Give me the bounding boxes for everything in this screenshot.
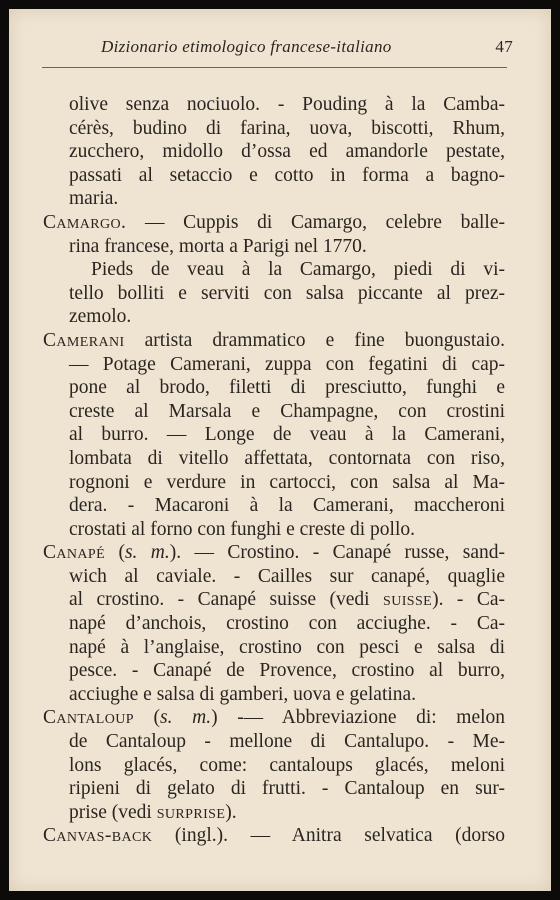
entry-camargo (43, 211, 505, 235)
book-page (9, 9, 551, 891)
headword: Cantaloup (43, 707, 134, 729)
text-line: al burro. — Longe de veau à la Camerani, (69, 424, 505, 446)
grammar-label: s. m. (124, 542, 170, 564)
paren: ) (169, 542, 177, 564)
header-rule (42, 67, 507, 68)
entry-canape (43, 541, 505, 565)
text-line: cérès, budino di farina, uova, biscotti, Rhum, (69, 117, 505, 139)
dictionary-text (43, 93, 505, 848)
text-line: wich al caviale. - Cailles sur canapé, quaglie (69, 565, 505, 587)
text-line: passati al setaccio e cotto in forma a bagno- (69, 164, 505, 186)
page-number: 47 (495, 37, 513, 56)
text-line: crostati al forno con funghi e creste di pollo. (69, 518, 416, 540)
paren: ( (153, 707, 161, 729)
text-line: lombata di vitello affettata, contornata con riso, (69, 447, 505, 469)
text-line: rina francese, morta a Parigi nel 1770. (69, 235, 367, 257)
cross-reference: suisse (383, 589, 433, 611)
running-header (101, 37, 513, 63)
text-span: ). (225, 801, 237, 823)
text-line: napé à l’anglaise, crostino con pesci e salsa di (69, 636, 505, 658)
text-line (43, 801, 505, 825)
text-line: napé d’anchois, crostino con acciughe. - Ca- (69, 613, 505, 635)
headword: Canvas-back (43, 825, 153, 847)
text-line: pone al brodo, filetti di presciutto, funghi e (69, 377, 505, 399)
text-line: olive senza nociuolo. - Pouding à la Camba- (69, 94, 505, 115)
text-span: artista drammatico e fine buongustaio. (144, 329, 506, 351)
text-line (43, 588, 505, 612)
text-line: de Cantaloup - mellone di Cantalupo. - Me- (69, 731, 505, 753)
text-span: — Cuppis di Camargo, celebre balle- (145, 211, 505, 233)
text-span: prise (vedi (69, 801, 152, 823)
cross-reference: surprise (156, 801, 226, 823)
text-line: — Potage Camerani, zuppa con fegatini di cap- (69, 353, 505, 375)
text-line: creste al Marsala e Champagne, con crostini (69, 400, 505, 422)
paren: ( (118, 542, 125, 564)
text-line: Pieds de veau à la Camargo, piedi di vi- (91, 259, 505, 281)
entry-cantaloup (43, 706, 505, 730)
text-line: dera. - Macaroni à la Camerani, maccheroni (69, 495, 505, 517)
headword: Camerani (43, 329, 125, 351)
text-span: -— Abbreviazione di: melon (237, 707, 506, 729)
paren: ) (211, 707, 218, 729)
text-span: al crostino. - Canapé suisse (vedi (69, 589, 370, 611)
text-span: ). - Ca- (432, 589, 505, 611)
text-line: acciughe e salsa di gamberi, uova e gelatina. (69, 683, 417, 705)
entry-camerani (43, 329, 505, 353)
running-title: Dizionario etimologico francese-italiano (101, 37, 392, 56)
text-line: zucchero, midollo d’ossa ed amandorle pestate, (69, 141, 505, 163)
grammar-label: s. m. (160, 707, 212, 729)
text-span: . — Crostino. - Canapé russe, sand- (176, 542, 506, 564)
text-line: rognoni e verdure in cartocci, con salsa al Ma- (69, 471, 505, 493)
text-line: zemolo. (69, 306, 132, 328)
headword: Camargo. (43, 211, 127, 233)
headword: Canapé (43, 542, 106, 564)
entry-canvas-back (43, 824, 505, 848)
text-line: maria. (69, 188, 119, 210)
text-line: tello bolliti e serviti con salsa piccante al prez- (69, 282, 505, 304)
text-span: (ingl.). — Anitra selvatica (dorso (174, 825, 505, 847)
text-line: lons glacés, come: cantaloups glacés, meloni (69, 754, 505, 776)
text-line: pesce. - Canapé de Provence, crostino al burro, (69, 660, 505, 682)
text-line: ripieni di gelato di frutti. - Cantaloup en sur- (69, 778, 505, 800)
